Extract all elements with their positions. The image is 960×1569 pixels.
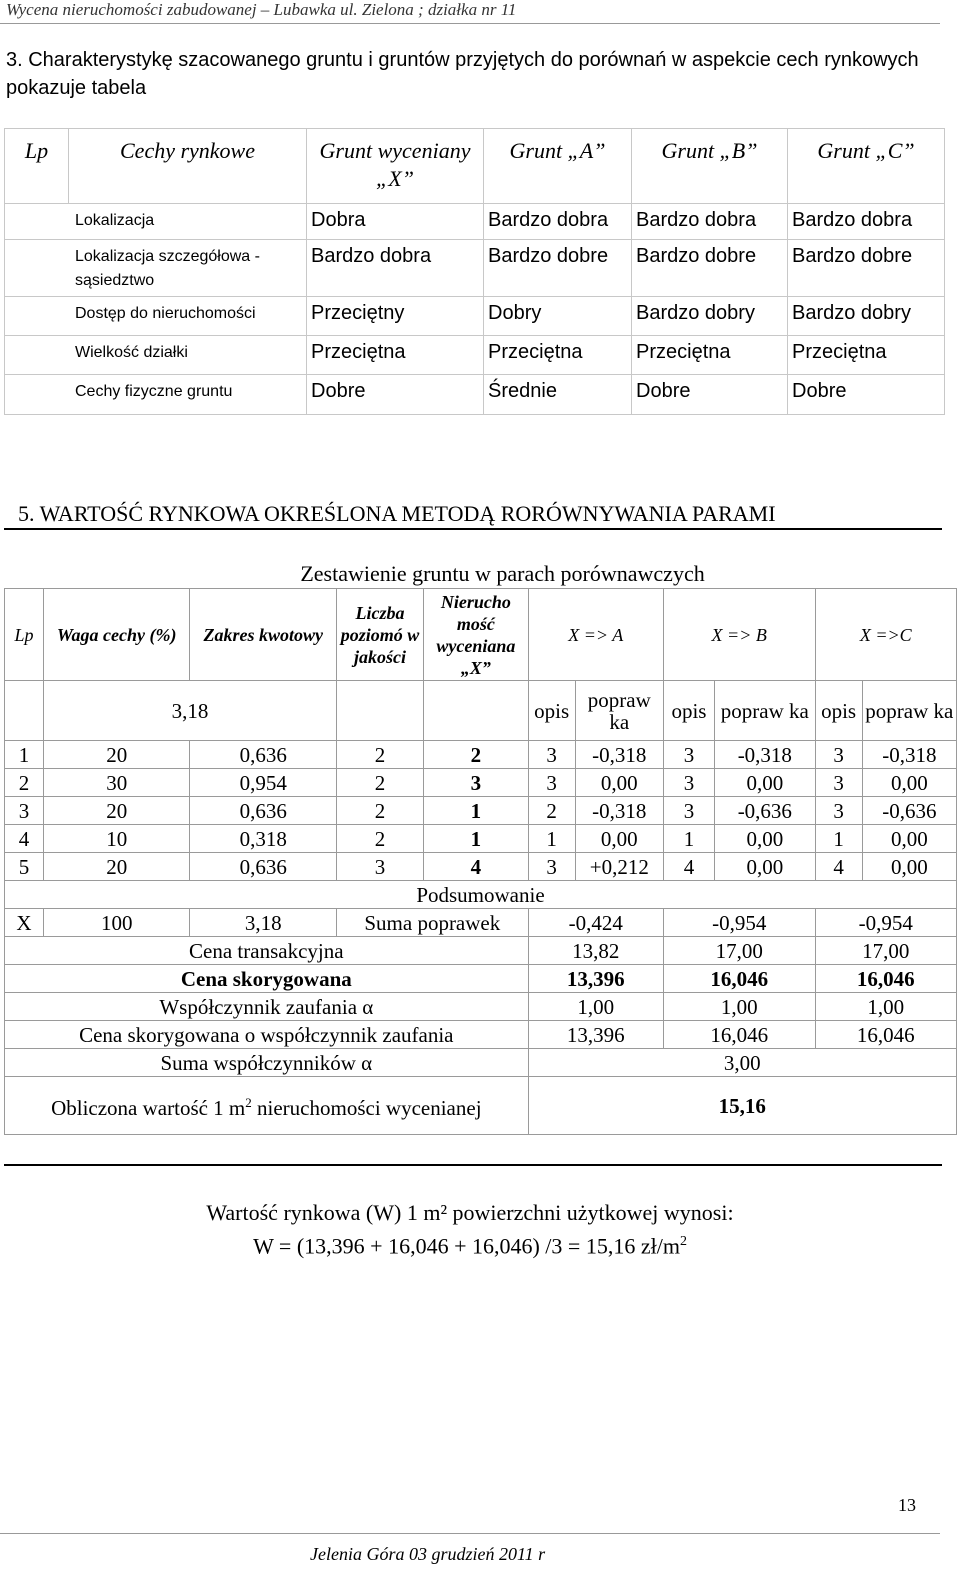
row-label: Cechy fizyczne gruntu (5, 375, 307, 415)
summary-divider (4, 1164, 942, 1166)
cell: 10 (43, 825, 190, 853)
cell: 20 (43, 797, 190, 825)
cell: Bardzo dobra (307, 240, 484, 297)
cell: 0,00 (715, 853, 815, 881)
cell: Dobre (307, 375, 484, 415)
row-label: Lokalizacja (5, 204, 307, 240)
cell: 1 (663, 825, 714, 853)
cell: 0,00 (715, 825, 815, 853)
cell: 16,046 (663, 965, 815, 993)
cell: Przeciętna (788, 336, 945, 375)
zakres-total: 3,18 (43, 681, 336, 741)
cell: 4 (424, 853, 529, 881)
cell: Dobre (788, 375, 945, 415)
cell: 20 (43, 741, 190, 769)
row-label: Wielkość działki (5, 336, 307, 375)
document-header: Wycena nieruchomości zabudowanej – Lubawka ul. Zielona ; działka nr 11 (6, 0, 517, 19)
cell: 15,16 (528, 1077, 956, 1135)
cell: 2 (337, 825, 424, 853)
cell: 2 (5, 769, 44, 797)
row-label: Współczynnik zaufania α (5, 993, 529, 1021)
cell: Dobry (484, 297, 632, 336)
summary-text (0, 1198, 940, 1260)
cell: 1 (424, 825, 529, 853)
cell: Bardzo dobry (788, 297, 945, 336)
cell: Bardzo dobra (788, 204, 945, 240)
cell: 1,00 (663, 993, 815, 1021)
row-label: Cena skorygowana (5, 965, 529, 993)
cell: 0,00 (862, 825, 956, 853)
obliczona-row (5, 1077, 957, 1135)
cell: 2 (337, 769, 424, 797)
label-part: nieruchomości wycenianej (251, 1096, 482, 1120)
cell: Bardzo dobra (484, 204, 632, 240)
cell: 4 (663, 853, 714, 881)
header-waga: Waga cechy (%) (43, 589, 190, 681)
cell: 3,18 (190, 909, 337, 937)
cena-skor-wsp-row (5, 1021, 957, 1049)
table-row (5, 375, 945, 415)
section-3-title: 3. Charakterystykę szacowanego gruntu i gruntów przyjętych do porównań w aspekcie cech rynkowych pokazuje tabela (6, 49, 919, 99)
table-title: Zestawienie gruntu w parach porównawczych (190, 560, 815, 589)
formula: W = (13,396 + 16,046 + 16,046) /3 = 15,16 zł/m (253, 1233, 680, 1259)
cell: 0,00 (575, 825, 663, 853)
cell: -0,954 (663, 909, 815, 937)
cell: Średnie (484, 375, 632, 415)
cell: 3 (424, 769, 529, 797)
table-row (5, 769, 957, 797)
cell: Dobra (307, 204, 484, 240)
cell: 17,00 (815, 937, 956, 965)
cell: -0,954 (815, 909, 956, 937)
table-row (5, 297, 945, 336)
cell: 3 (663, 797, 714, 825)
cell: -0,318 (575, 797, 663, 825)
x-summary-row (5, 909, 957, 937)
cell: 5 (5, 853, 44, 881)
label-part: Obliczona wartość 1 m (51, 1096, 246, 1120)
cell: 0,00 (715, 769, 815, 797)
cell: 16,046 (815, 1021, 956, 1049)
cell: 1 (815, 825, 862, 853)
formula-sup: 2 (679, 1234, 687, 1249)
table-row (5, 825, 957, 853)
pairwise-comparison-table (4, 560, 957, 1135)
table-row (5, 204, 945, 240)
table-row (5, 853, 957, 881)
cell: 3 (5, 797, 44, 825)
cell: 4 (815, 853, 862, 881)
opis-c: opis (815, 681, 862, 741)
header-x-b: X => B (663, 589, 815, 681)
cell: 2 (424, 741, 529, 769)
cell: 3 (815, 741, 862, 769)
summary-line-1: Wartość rynkowa (W) 1 m² powierzchni użytkowej wynosi: (206, 1200, 734, 1225)
poprawka-b: popraw ka (715, 681, 815, 741)
cell: 17,00 (663, 937, 815, 965)
cell: 1 (5, 741, 44, 769)
cell: 1 (528, 825, 575, 853)
cell: 3 (337, 853, 424, 881)
cell: 4 (5, 825, 44, 853)
cell: 13,82 (528, 937, 663, 965)
cell: 100 (43, 909, 190, 937)
cell: 0,00 (862, 853, 956, 881)
suma-wsp-row (5, 1049, 957, 1077)
label-sup: 2 (245, 1095, 252, 1110)
cell: 0,954 (190, 769, 337, 797)
cell: -0,636 (862, 797, 956, 825)
header-grunt-b: Grunt „B” (632, 129, 788, 204)
cell: 16,046 (663, 1021, 815, 1049)
header-x-c: X =>C (815, 589, 956, 681)
cell: 0,636 (190, 853, 337, 881)
page-number: 13 (898, 1495, 916, 1515)
cell: 2 (337, 741, 424, 769)
cell: -0,424 (528, 909, 663, 937)
header-zakres: Zakres kwotowy (190, 589, 337, 681)
cell: 3 (528, 769, 575, 797)
cell: -0,318 (715, 741, 815, 769)
cell: 3,00 (528, 1049, 956, 1077)
cell: 3 (815, 769, 862, 797)
row-label: Dostęp do nieruchomości (5, 297, 307, 336)
cell: 3 (528, 853, 575, 881)
section-5-divider (4, 528, 942, 530)
table-row (5, 240, 945, 297)
cell: +0,212 (575, 853, 663, 881)
cell: 0,00 (575, 769, 663, 797)
cell: Przeciętna (307, 336, 484, 375)
cell: -0,636 (715, 797, 815, 825)
header-x-a: X => A (528, 589, 663, 681)
section-5-title: 5. WARTOŚĆ RYNKOWA OKREŚLONA METODĄ RORÓWNYWANIA PARAMI (18, 501, 776, 526)
cell: 0,636 (190, 741, 337, 769)
cell: 0,636 (190, 797, 337, 825)
cell: 3 (815, 797, 862, 825)
cell: Bardzo dobra (632, 204, 788, 240)
market-features-table (4, 128, 945, 415)
header-liczba: Liczba poziomó w jakości (337, 589, 424, 681)
cell: 1,00 (815, 993, 956, 1021)
header-lp: Lp (5, 129, 69, 204)
cell: 3 (663, 741, 714, 769)
table-header-row (5, 129, 945, 204)
cell: 16,046 (815, 965, 956, 993)
row-label (5, 1077, 529, 1135)
row-label: Cena skorygowana o współczynnik zaufania (5, 1021, 529, 1049)
podsumowanie-heading: Podsumowanie (5, 881, 957, 909)
cena-skorygowana-row (5, 965, 957, 993)
poprawka-c: popraw ka (862, 681, 956, 741)
wspolczynnik-row (5, 993, 957, 1021)
cell: 2 (337, 797, 424, 825)
row-label: Cena transakcyjna (5, 937, 529, 965)
opis-b: opis (663, 681, 714, 741)
cell: 30 (43, 769, 190, 797)
cell: 3 (528, 741, 575, 769)
footer: Jelenia Góra 03 grudzień 2011 r (310, 1544, 546, 1564)
cell: -0,318 (575, 741, 663, 769)
cell: 13,396 (528, 965, 663, 993)
footer-divider (0, 1533, 940, 1534)
header-grunt-x: Grunt wyceniany „X” (307, 129, 484, 204)
row-label: Lokalizacja szczegółowa - sąsiedztwo (5, 240, 307, 297)
cell: 0,00 (862, 769, 956, 797)
cell: 20 (43, 853, 190, 881)
cell: 1 (424, 797, 529, 825)
header-grunt-c: Grunt „C” (788, 129, 945, 204)
table-row (5, 797, 957, 825)
header-grunt-a: Grunt „A” (484, 129, 632, 204)
cell: 0,318 (190, 825, 337, 853)
table-row (5, 336, 945, 375)
cell: Przeciętny (307, 297, 484, 336)
header-nieruchomosc: Nierucho mość wyceniana „X” (424, 589, 529, 681)
cell: Bardzo dobre (788, 240, 945, 297)
cell: Bardzo dobre (632, 240, 788, 297)
poprawka-a: popraw ka (575, 681, 663, 741)
opis-a: opis (528, 681, 575, 741)
cell: 3 (663, 769, 714, 797)
cell: Dobre (632, 375, 788, 415)
row-label: Suma współczynników α (5, 1049, 529, 1077)
cell: -0,318 (862, 741, 956, 769)
header-lp: Lp (5, 589, 44, 681)
cell: Przeciętna (632, 336, 788, 375)
header-divider (0, 23, 940, 24)
cell: 1,00 (528, 993, 663, 1021)
cell: Suma poprawek (337, 909, 529, 937)
cell: 2 (528, 797, 575, 825)
cell: X (5, 909, 44, 937)
cena-transakcyjna-row (5, 937, 957, 965)
cell: 13,396 (528, 1021, 663, 1049)
cell: Bardzo dobre (484, 240, 632, 297)
table-row (5, 741, 957, 769)
header-cechy: Cechy rynkowe (69, 129, 307, 204)
cell: Przeciętna (484, 336, 632, 375)
cell: Bardzo dobry (632, 297, 788, 336)
summary-line-2 (0, 1227, 940, 1260)
